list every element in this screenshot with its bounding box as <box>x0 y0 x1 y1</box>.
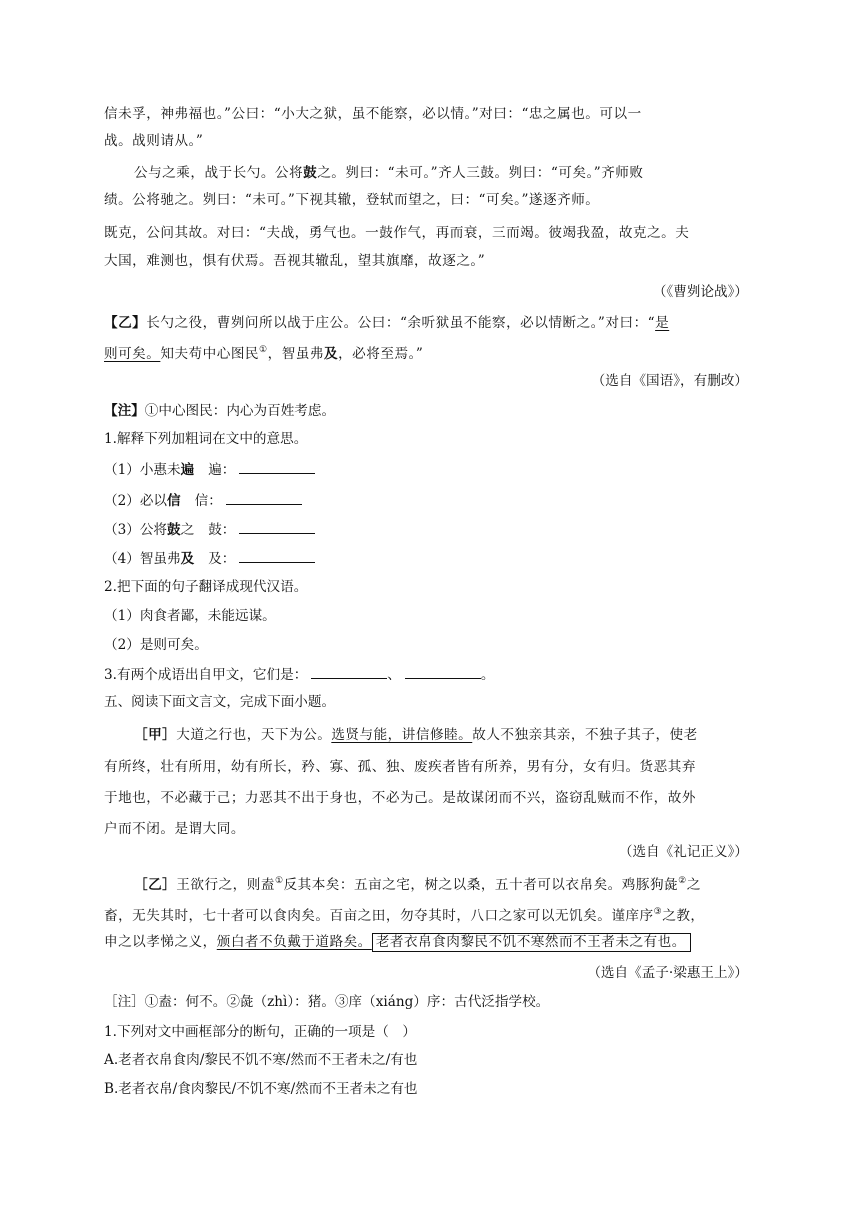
question-title: 1.下列对文中画框部分的断句，正确的一项是（ ） <box>104 1024 417 1040</box>
bold-word: 鼓 <box>303 165 318 181</box>
answer-blank[interactable] <box>311 664 387 679</box>
underlined-text: 则可矣。 <box>104 346 161 362</box>
question-item: （1）小惠未遍 遍： <box>104 459 315 481</box>
passage-tag: ［甲］ <box>134 727 177 743</box>
footnote-marker: ② <box>678 876 687 886</box>
option-a[interactable]: A.老者衣帛食肉/黎民不饥不寒/然而不王者未之/有也 <box>104 1052 418 1068</box>
question-title: 1.解释下列加粗词在文中的意思。 <box>104 431 308 447</box>
passage-line: 于地也，不必藏于己；力恶其不出于身也，不必为己。是故谋闭而不兴，盗窃乱贼而不作，故外 <box>104 790 696 806</box>
passage-tag: 【乙】 <box>104 315 147 331</box>
answer-blank[interactable] <box>226 490 302 505</box>
source-citation: （选自《孟子·梁惠王上》） <box>587 965 748 981</box>
question-item: （4）智虽弗及 及： <box>104 548 315 570</box>
passage-line: 申之以孝悌之义，颁白者不负戴于道路矣。 老者衣帛食肉黎民不饥不寒然而不王者未之有也。 <box>104 931 756 953</box>
question-item: （3）公将鼓之 鼓： <box>104 519 315 541</box>
passage-line: 畜，无失其时，七十者可以食肉矣。百亩之田，勿夺其时，八口之家可以无饥矣。谨庠序③之教， <box>104 907 705 924</box>
passage-line: 有所终，壮有所用，幼有所长，矜、寡、孤、独、废疾者皆有所养，男有分，女有归。货恶其弃 <box>104 759 696 775</box>
passage-line: 既克，公问其故。对曰：“夫战，勇气也。一鼓作气，再而衰，三而竭。彼竭我盈，故克之。夫 <box>104 225 690 241</box>
source-citation: （选自《国语》，有删改） <box>591 373 748 389</box>
underlined-text: 是 <box>655 315 670 331</box>
option-b[interactable]: B.老者衣帛/食肉黎民/不饥不寒/然而不王者未之有也 <box>104 1081 418 1097</box>
note: 【注】①中心图民：内心为百姓考虑。 <box>104 403 336 419</box>
source-citation: （选自《礼记正义》） <box>618 844 748 860</box>
section-heading: 五、阅读下面文言文，完成下面小题。 <box>104 694 336 710</box>
passage-line: 绩。公将驰之。刿曰：“未可。”下视其辙，登轼而望之，曰：“可矣。”遂逐齐师。 <box>104 192 600 208</box>
question-item: （2）必以信 信： <box>104 490 302 512</box>
footnote-marker: ① <box>259 345 268 355</box>
passage-line: 【乙】长勺之役，曹刿问所以战于庄公。公曰：“余听狱虽不能察，必以情断之。”对曰：“是 <box>104 315 670 331</box>
answer-blank[interactable] <box>405 664 481 679</box>
passage-line: 则可矣。知夫苟中心图民①，智虽弗及，必将至焉。” <box>104 345 424 362</box>
passage-line: 信未孚，神弗福也。”公曰：“小大之狱，虽不能察，必以情。”对曰：“忠之属也。可以一 <box>104 106 642 122</box>
passage-line: 大国，难测也，惧有伏焉。吾视其辙乱，望其旗靡，故逐之。” <box>104 253 486 269</box>
answer-blank[interactable] <box>239 519 315 534</box>
note: ［注］①盍：何不。②彘（zhì）：猪。③庠（xiáng）序：古代泛指学校。 <box>104 994 550 1010</box>
passage-line: 公与之乘，战于长勺。公将鼓之。刿曰：“未可。”齐人三鼓。刿曰：“可矣。”齐师败 <box>134 165 644 181</box>
footnote-marker: ③ <box>653 907 663 917</box>
passage-line: ［甲］大道之行也，天下为公。选贤与能，讲信修睦。故人不独亲其亲，不独子其子，使老 <box>134 727 698 743</box>
underlined-text: 颁白者不负戴于道路矣。 <box>216 934 372 950</box>
boxed-sentence: 老者衣帛食肉黎民不饥不寒然而不王者未之有也。 <box>372 933 691 952</box>
answer-blank[interactable] <box>239 548 315 563</box>
question-title: 2.把下面的句子翻译成现代汉语。 <box>104 579 308 595</box>
passage-line: 战。战则请从。” <box>104 133 204 149</box>
footnote-marker: ① <box>274 876 284 886</box>
underlined-text: 选贤与能，讲信修睦。 <box>331 727 473 743</box>
question-title: 3.有两个成语出自甲文，它们是： 、 。 <box>104 664 494 686</box>
passage-line: ［乙］王欲行之，则盍①反其本矣：五亩之宅，树之以桑，五十者可以衣帛矣。鸡豚狗彘②之 <box>134 876 701 893</box>
passage-line: 户而不闭。是谓大同。 <box>104 821 245 837</box>
source-citation: （《曹刿论战》） <box>652 284 748 300</box>
bold-word: 及 <box>323 346 339 362</box>
question-item: （2）是则可矣。 <box>104 637 208 653</box>
question-item: （1）肉食者鄙，未能远谋。 <box>104 608 276 624</box>
answer-blank[interactable] <box>239 459 315 474</box>
passage-tag: ［乙］ <box>134 877 177 893</box>
